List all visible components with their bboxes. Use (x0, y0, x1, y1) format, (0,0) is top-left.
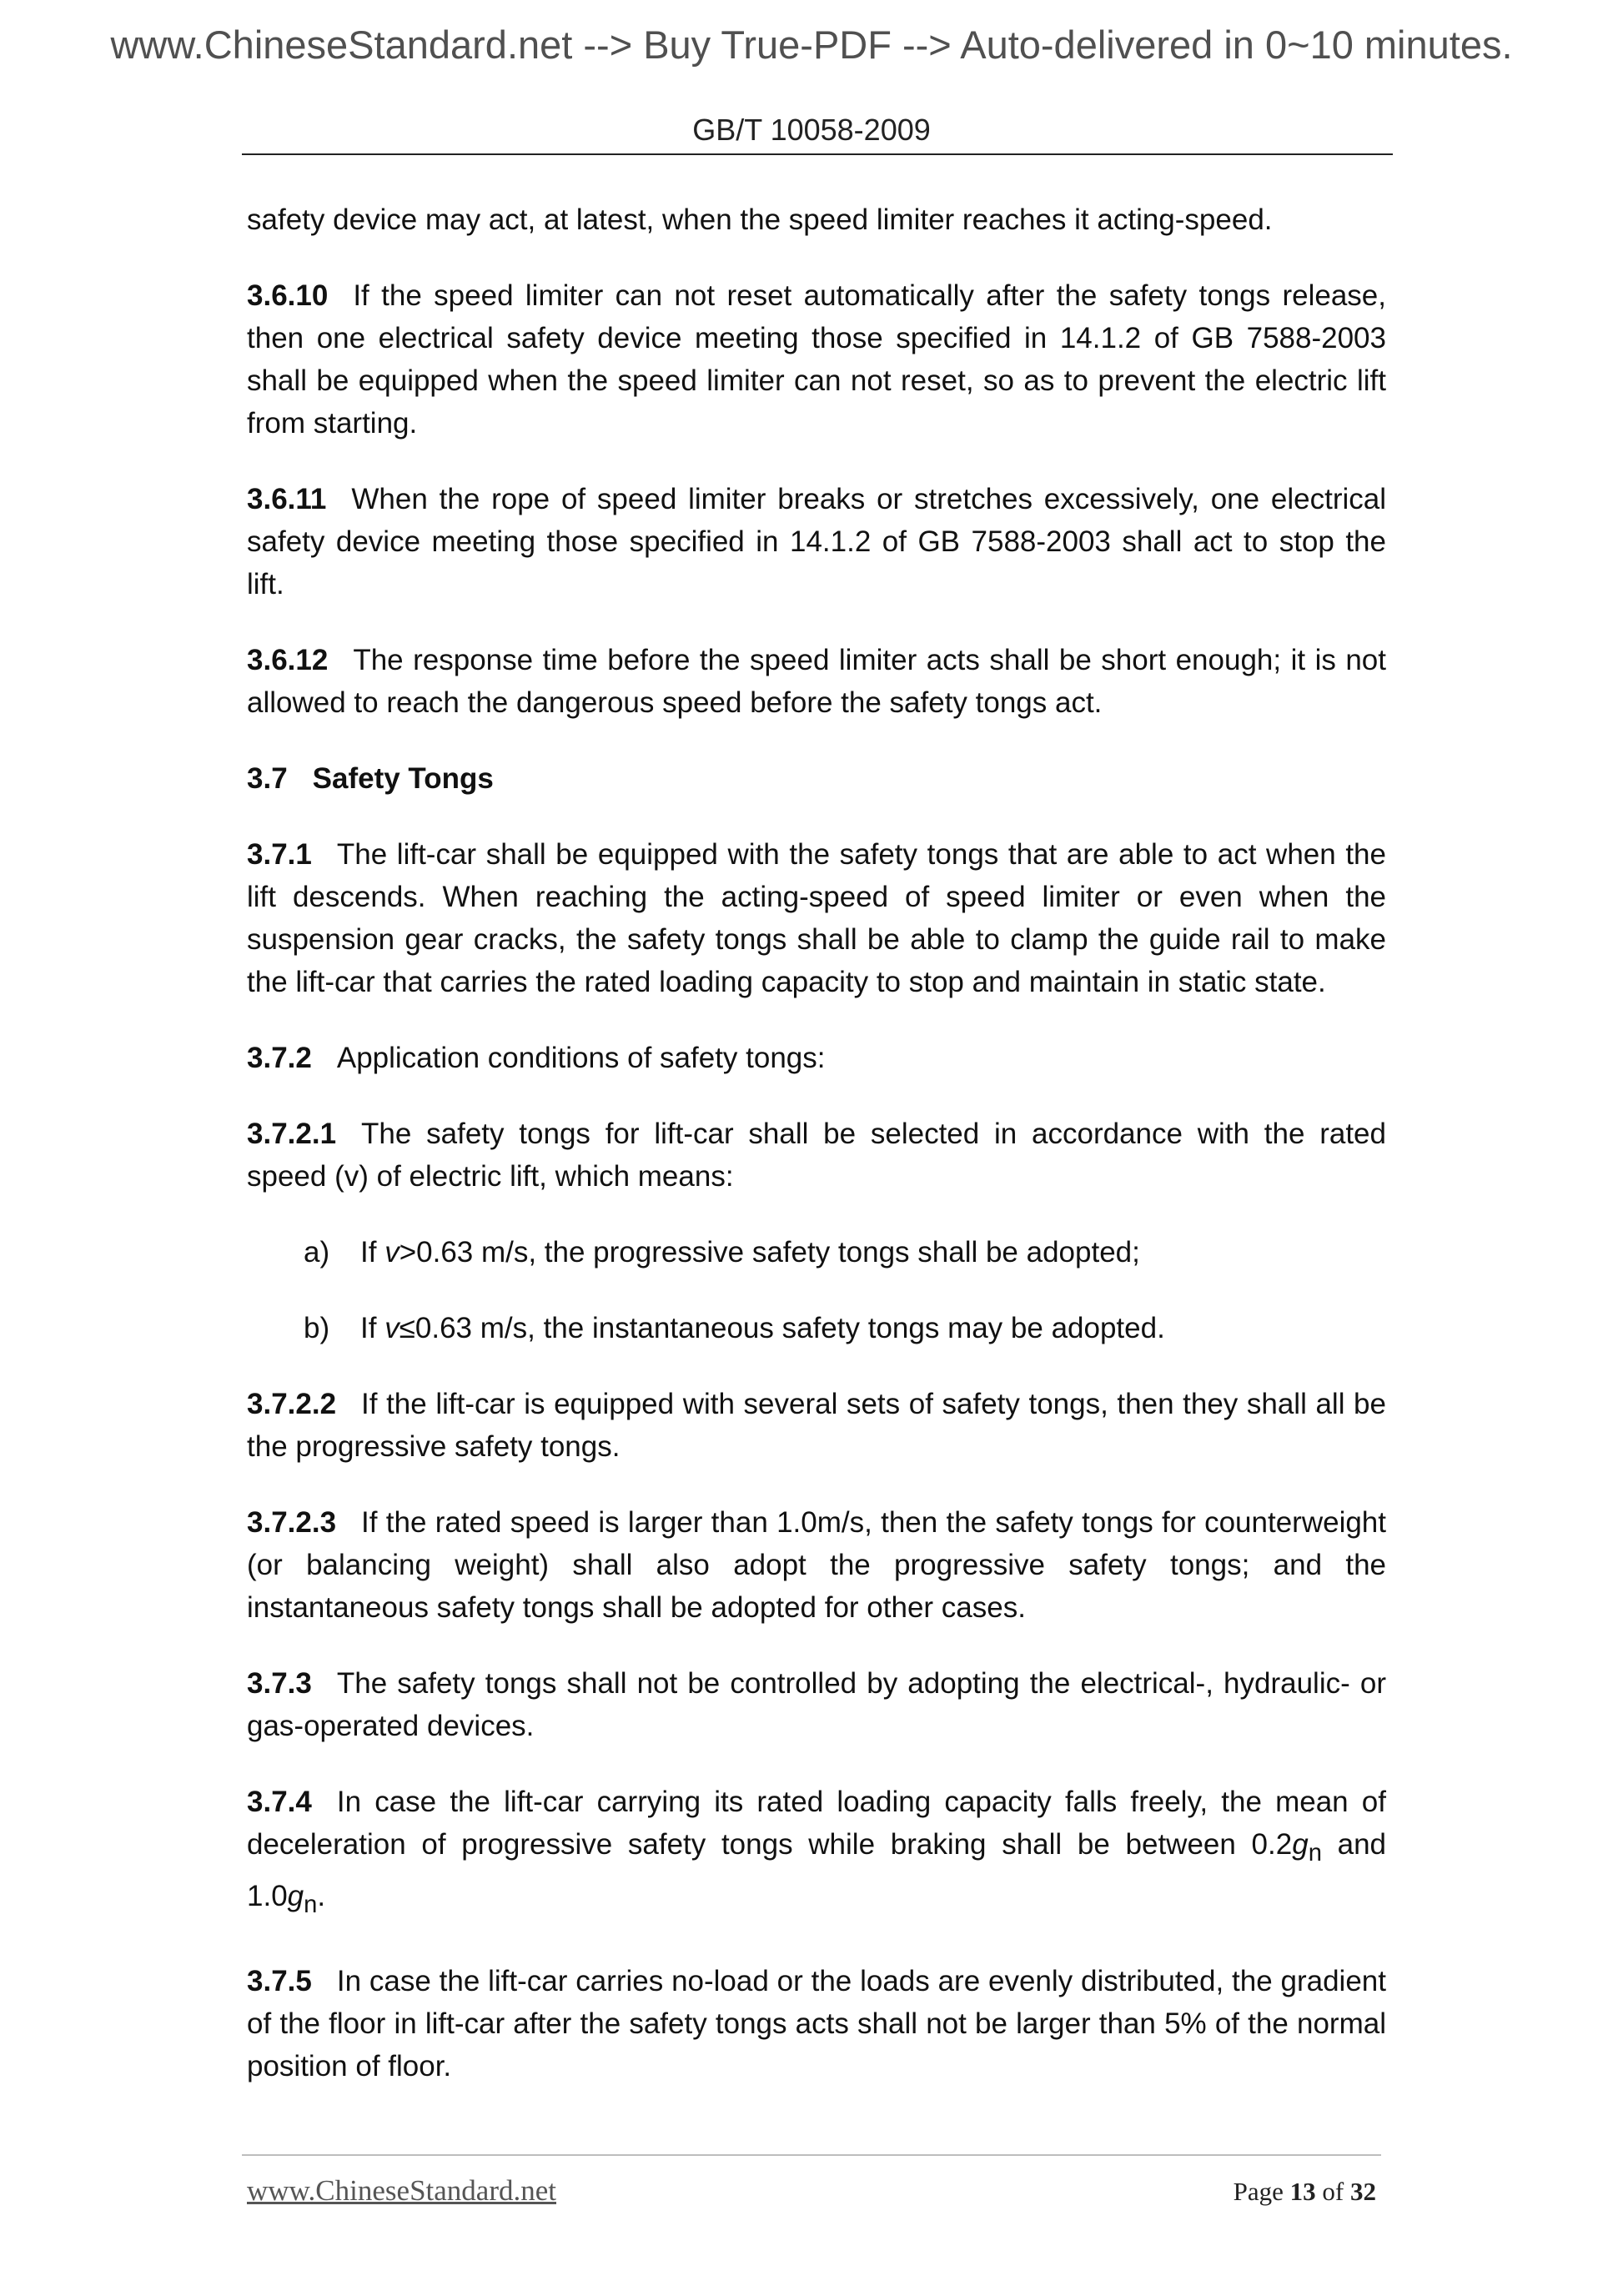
clause-text: The safety tongs for lift-car shall be selected in accordance with the rated speed (v) of electric lift, which means: (247, 1118, 1386, 1193)
clause-text: If the speed limiter can not reset automatically after the safety tongs release, then one electrical safety device meeting those specified in 14.1.2 of GB 7588-2003 shall be equipped when the speed limiter can not reset, so as to prevent the electric lift from starting. (247, 279, 1386, 440)
clause-number: 3.7.3 (247, 1667, 312, 1700)
clause-text: In case the lift-car carrying its rated loading capacity falls freely, the mean of deceleration of progressive safety tongs while braking shall be between $0.2g_n$ and $1.0g_n$. (247, 1786, 1386, 1918)
clause-3-7-2 (247, 1037, 1386, 1079)
clause-3-7-5 (247, 1960, 1386, 2088)
clause-text: If the lift-car is equipped with several sets of safety tongs, then they shall all be the progressive safety tongs. (247, 1388, 1386, 1463)
clause-text: In case the lift-car carries no-load or the loads are evenly distributed, the gradient of the floor in lift-car after the safety tongs acts shall not be larger than 5% of the normal position of floor. (247, 1965, 1386, 2082)
clause-3-6-12 (247, 639, 1386, 724)
footer-rule (242, 2154, 1381, 2156)
document-body (247, 198, 1386, 2121)
clause-3-7-2-2 (247, 1383, 1386, 1468)
footer-site-link[interactable]: www.ChineseStandard.net (247, 2174, 556, 2207)
list-label: b) (304, 1312, 330, 1344)
clause-3-7-2-3 (247, 1501, 1386, 1629)
clause-text: If the rated speed is larger than 1.0m/s, then the safety tongs for counterweight (or balancing weight) shall also adopt the progressive safety tongs; and the instantaneous safety tongs shall be adopted for other cases. (247, 1506, 1386, 1624)
clause-text: Application conditions of safety tongs: (336, 1042, 826, 1074)
clause-3-7-4 (247, 1781, 1386, 1927)
clause-number: 3.7.5 (247, 1965, 312, 1997)
page-number: Page 13 of 32 (1233, 2177, 1376, 2206)
clause-number: 3.7.2.2 (247, 1388, 337, 1420)
section-heading-3-7 (247, 757, 1386, 800)
clause-3-7-1 (247, 833, 1386, 1003)
clause-number: 3.7.2 (247, 1042, 312, 1074)
clause-3-7-3 (247, 1662, 1386, 1747)
section-number: 3.7 (247, 762, 288, 795)
header-rule (242, 153, 1393, 155)
clause-number: 3.6.12 (247, 644, 329, 676)
clause-number: 3.7.2.1 (247, 1118, 337, 1150)
list-text: If v>0.63 m/s, the progressive safety tongs shall be adopted; (360, 1236, 1140, 1269)
clause-number: 3.6.10 (247, 279, 329, 312)
list-label: a) (304, 1236, 330, 1269)
list-text: If v≤0.63 m/s, the instantaneous safety tongs may be adopted. (360, 1312, 1165, 1344)
header-banner: www.ChineseStandard.net --> Buy True-PDF --> Auto-delivered in 0~10 minutes. (110, 23, 1513, 67)
clause-3-6-10 (247, 274, 1386, 445)
clause-text: The response time before the speed limiter acts shall be short enough; it is not allowed to reach the dangerous speed before the safety tongs act. (247, 644, 1386, 719)
clause-number: 3.6.11 (247, 483, 327, 515)
clause-number: 3.7.1 (247, 838, 312, 871)
clause-text: The safety tongs shall not be controlled by adopting the electrical-, hydraulic- or gas-operated devices. (247, 1667, 1386, 1742)
clause-text: The lift-car shall be equipped with the safety tongs that are able to act when the lift descends. When reaching the acting-speed of speed limiter or even when the suspension gear cracks, the safety tongs shall be able to clamp the guide rail to make the lift-car that carries the rated loading capacity to stop and maintain in static state. (247, 838, 1386, 998)
section-title: Safety Tongs (312, 762, 494, 795)
clause-number: 3.7.4 (247, 1786, 312, 1818)
clause-3-6-11 (247, 478, 1386, 605)
list-item-a (247, 1231, 1386, 1274)
paragraph-continuation: safety device may act, at latest, when the speed limiter reaches it acting-speed. (247, 203, 1273, 236)
clause-3-7-2-1 (247, 1113, 1386, 1198)
standard-number: GB/T 10058-2009 (692, 113, 931, 147)
list-item-b (247, 1307, 1386, 1349)
clause-text: When the rope of speed limiter breaks or stretches excessively, one electrical safety device meeting those specified in 14.1.2 of GB 7588-2003 shall act to stop the lift. (247, 483, 1386, 600)
clause-number: 3.7.2.3 (247, 1506, 337, 1539)
